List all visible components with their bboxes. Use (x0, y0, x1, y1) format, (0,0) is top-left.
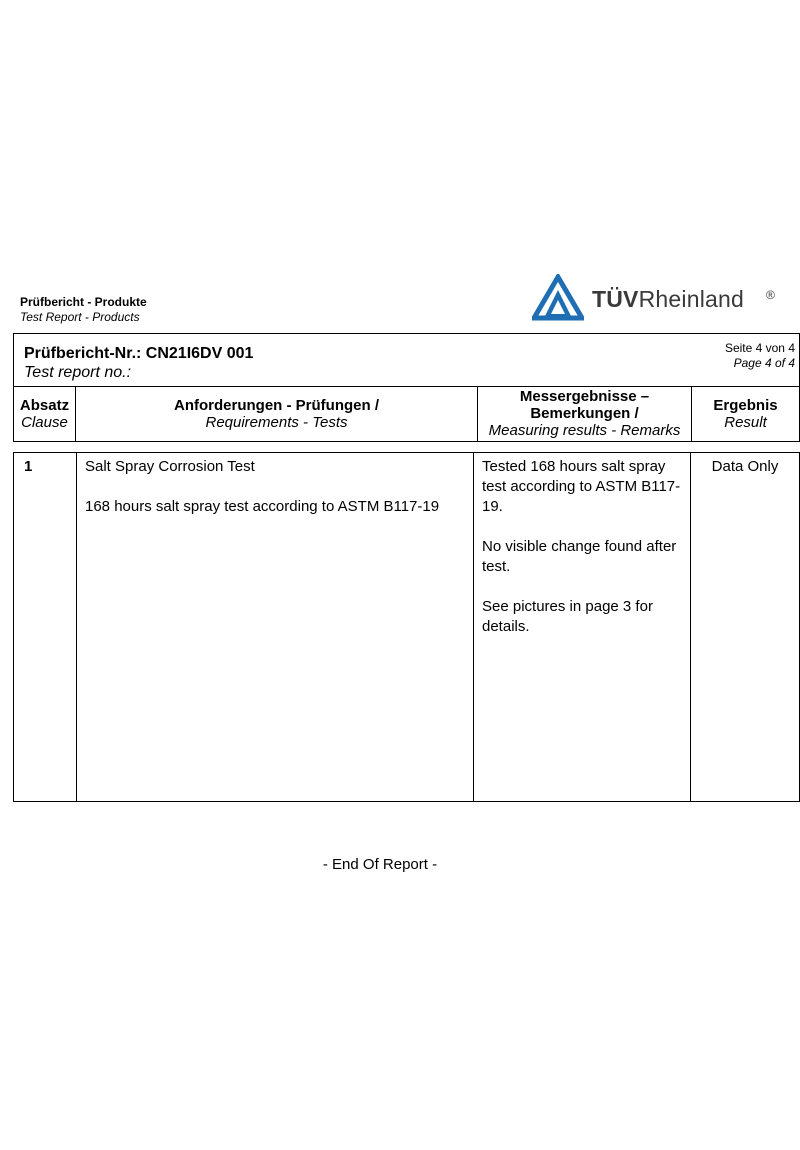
remarks-cell (474, 453, 691, 801)
clause-cell: 1 (14, 453, 77, 801)
tuv-triangle-icon (532, 274, 584, 322)
page-info (725, 341, 795, 371)
column-header-result (692, 386, 799, 441)
end-of-report: - End Of Report - (322, 856, 438, 873)
report-number-block (24, 344, 253, 382)
column-header-en: Clause (21, 413, 68, 431)
column-header-de: Ergebnis (713, 396, 778, 414)
page-info-de: Seite 4 von 4 (724, 341, 795, 355)
logo-brand-bold: TÜV (592, 286, 639, 312)
column-header-row (13, 386, 800, 442)
document-type-de: Prüfbericht - Produkte (20, 295, 147, 309)
report-number: CN21I6DV 001 (145, 345, 254, 362)
registered-mark: ® (766, 288, 775, 302)
column-header-de: Absatz (19, 396, 70, 414)
table-row (13, 452, 800, 802)
result-cell: Data Only (711, 458, 779, 475)
remark-text: No visible change found after test. (482, 538, 677, 575)
requirement-detail: 168 hours salt spray test according to ASTM B117-19 (85, 498, 440, 515)
column-header-en: Measuring results - Remarks (488, 422, 681, 439)
column-header-requirements (76, 386, 478, 441)
tuv-rheinland-logo (532, 274, 782, 322)
column-header-de: Anforderungen - Prüfungen / (174, 396, 379, 414)
column-header-en: Requirements - Tests (205, 413, 348, 431)
report-number-label: Prüfbericht-Nr.: (24, 345, 142, 362)
column-header-en: Result (724, 413, 767, 431)
column-header-de: Messergebnisse – Bemerkungen / (519, 388, 650, 422)
requirement-title: Salt Spray Corrosion Test (85, 458, 255, 475)
document-type (20, 295, 147, 325)
report-header-box (13, 333, 800, 387)
logo-brand-rest: Rheinland (638, 286, 744, 312)
requirements-cell (77, 453, 474, 801)
remark-text: Tested 168 hours salt spray test according to ASTM B117-19. (482, 458, 681, 515)
column-header-clause (14, 386, 76, 441)
column-header-results (478, 386, 692, 441)
remark-text: See pictures in page 3 for details. (482, 598, 653, 635)
document-type-en: Test Report - Products (20, 310, 140, 324)
logo-wordmark (592, 286, 744, 313)
page-info-en: Page 4 of 4 (733, 356, 795, 370)
report-number-label-en: Test report no.: (24, 364, 132, 381)
